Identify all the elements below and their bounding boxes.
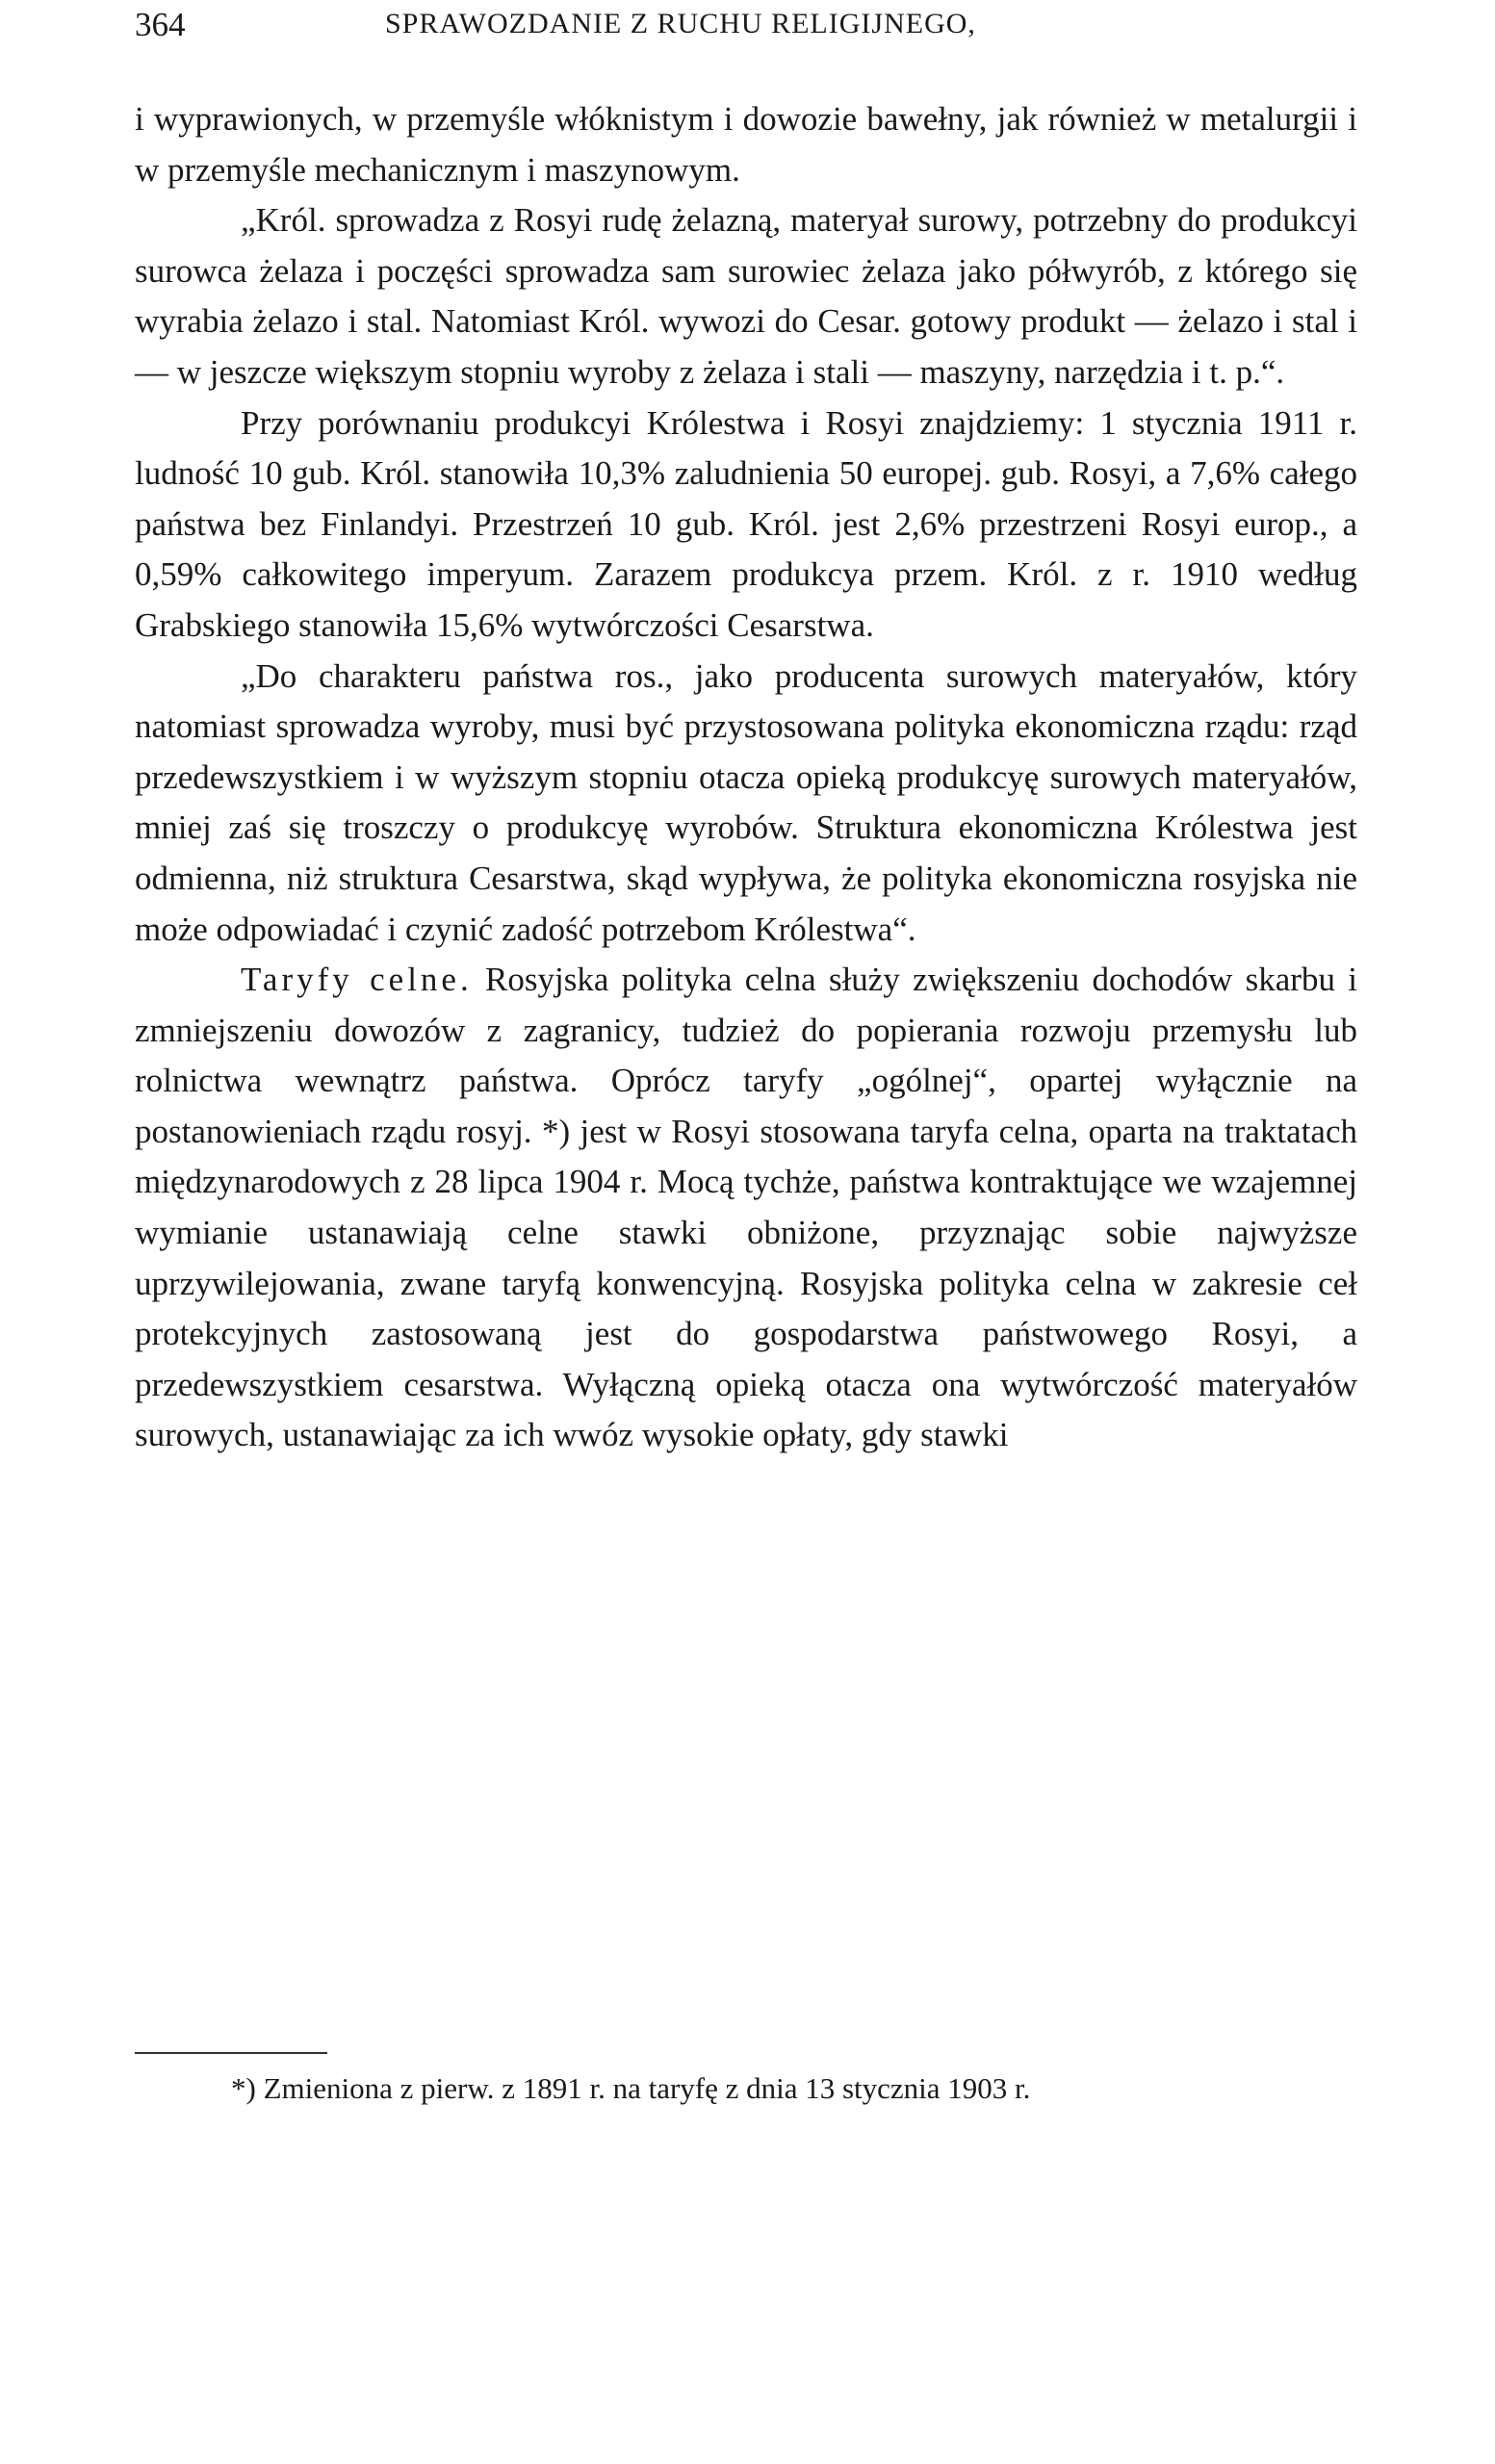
paragraph-tariffs (135, 955, 1357, 1461)
tariffs-text: Rosyjska polityka celna służy zwiększeniu dochodów skarbu i zmniejszeniu dowozów z zagranicy, tudzież do popierania rozwoju przemysłu lub rolnictwa wewnątrz państwa. Oprócz taryfy „ogólnej“, opartej wyłącznie na postanowieniach rządu rosyj. *) jest w Rosyi stosowana taryfa celna, oparta na traktatach międzynarodowych z 28 lipca 1904 r. Mocą tychże, państwa kontraktujące we wzajemnej wymianie ustanawiają celne stawki obniżone, przyznając sobie najwyższe uprzywilejowania, zwane taryfą konwencyjną. Rosyjska polityka celna w zakresie ceł protekcyjnych zastosowaną jest do gospodarstwa państwowego Rosyi, a przedewszystkiem cesarstwa. Wyłączną opieką otacza ona wytwórczość materyałów surowych, ustanawiając za ich wwóz wysokie opłaty, gdy stawki (135, 961, 1358, 1454)
running-title: SPRAWOZDANIE Z RUCHU RELIGIJNEGO, (385, 8, 976, 39)
paragraph-continuation: i wyprawionych, w przemyśle włóknistym i dowozie bawełny, jak również w metalurgii i w przemyśle mechanicznym i maszynowym. (135, 100, 1357, 189)
section-heading-tariffs: Taryfy celne. (241, 961, 473, 999)
running-head (135, 6, 1367, 54)
paragraph-quote-imports: „Król. sprowadza z Rosyi rudę żelazną, materyał surowy, potrzebny do produkcyi surowca żelaza i poczęści sprowadza sam surowiec żelaza jako półwyrób, z którego się wyrabia żelazo i stal. Natomiast Król. wywozi do Cesar. gotowy produkt — żelazo i stal i — w jeszcze większym stopniu wyroby z żelaza i stali — maszyny, narzędzia i t. p.“. (135, 201, 1357, 391)
paragraph-comparison: Przy porównaniu produkcyi Królestwa i Rosyi znajdziemy: 1 stycznia 1911 r. ludność 10 gub. Król. stanowiła 10,3% zaludnienia 50 europej. gub. Rosyi, a 7,6% całego państwa bez Finlandyi. Przestrzeń 10 gub. Król. jest 2,6% przestrzeni Rosyi europ., a 0,59% całkowitego imperyum. Zarazem produkcya przem. Król. z r. 1910 według Grabskiego stanowiła 15,6% wytwórczości Cesarstwa. (135, 403, 1357, 644)
page-number: 364 (135, 6, 186, 43)
footnote-divider (135, 2052, 327, 2054)
body-text (135, 94, 1357, 1461)
footnote: *) Zmieniona z pierw. z 1891 r. na taryfę z dnia 13 stycznia 1903 r. (231, 2071, 1031, 2105)
paragraph-quote-policy: „Do charakteru państwa ros., jako producenta surowych materyałów, który natomiast sprowadza wyroby, musi być przystosowana polityka ekonomiczna rządu: rząd przedewszystkiem i w wyższym stopniu otacza opieką produkcyę surowych materyałów, mniej zaś się troszczy o produkcyę wyrobów. Struktura ekonomiczna Królestwa jest odmienna, niż struktura Cesarstwa, skąd wypływa, że polityka ekonomiczna rosyjska nie może odpowiadać i czynić zadość potrzebom Królestwa“. (135, 656, 1357, 948)
